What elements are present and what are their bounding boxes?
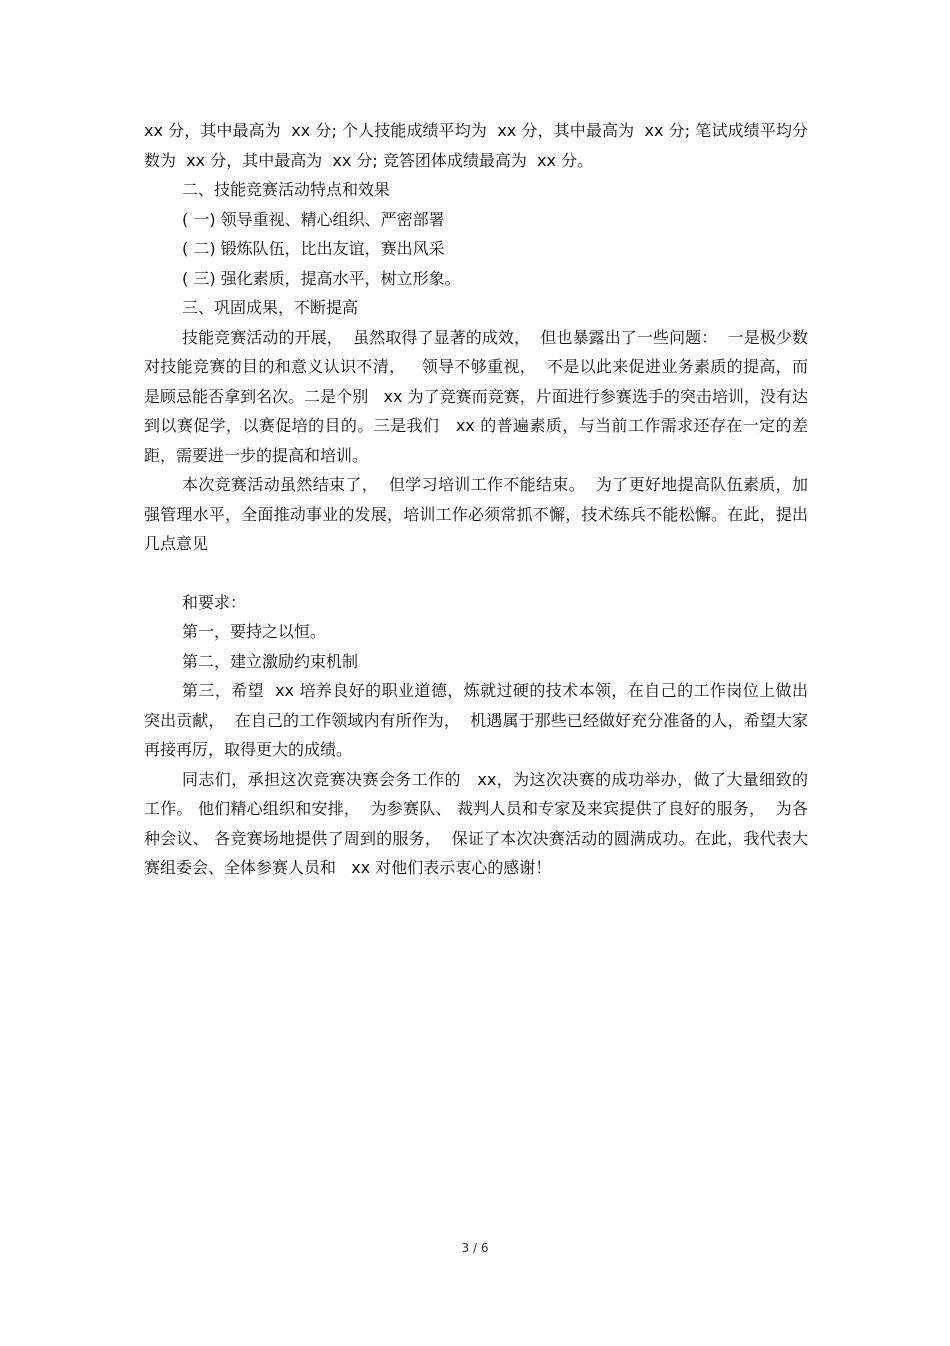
document-body [144, 116, 808, 883]
paragraph-conclusion: 本次竞赛活动虽然结束了， 但学习培训工作不能结束。 为了更好地提高队伍素质，加强管理水平，全面推动事业的发展，培训工作必须常抓不懈，技术练兵不能松懈。在此，提出几点意见 [144, 475, 808, 553]
subheading-two: ( 二) 锻炼队伍，比出友谊，赛出风采 [182, 239, 445, 258]
requirement-first: 第一，要持之以恒。 [182, 622, 327, 641]
paragraph-problems: 技能竞赛活动的开展， 虽然取得了显著的成效， 但也暴露出了一些问题： 一是极少数对技能竞赛的目的和意义认识不清， 领导不够重视， 不是以此来促进业务素质的提高，而是顾忌能否拿到名次。二是个别 xx 为了竞赛而竞赛，片面进行参赛选手的突击培训，没有达到以赛促学，以赛促培的目的。三是我们 xx 的普遍素质，与当前工作需求还存在一定的差距，需要进一步的提高和培训。 [144, 327, 808, 465]
subheading-one: ( 一) 领导重视、精心组织、严密部署 [182, 209, 445, 229]
paragraph-thanks: 同志们，承担这次竞赛决赛会务工作的 xx，为这次决赛的成功举办，做了大量细致的工作。 他们精心组织和安排， 为参赛队、 裁判人员和专家及来宾提供了良好的服务， 为各种会议、 各竞赛场地提供了周到的服务， 保证了本次决赛活动的圆满成功。在此，我代表大赛组委会、全体参赛人员和 xx 对他们表示衷心的感谢！ [144, 769, 808, 877]
paragraph-scores-continued: xx 分，其中最高为 xx 分; 个人技能成绩平均为 xx 分，其中最高为 xx 分; 笔试成绩平均分数为 xx 分，其中最高为 xx 分; 竞答团体成绩最高为 xx 分。 [144, 121, 808, 170]
page-number: 3 / 6 [461, 1241, 489, 1255]
heading-section-two: 二、技能竞赛活动特点和效果 [182, 180, 391, 199]
paragraph-requirements-intro: 和要求： [182, 592, 247, 612]
requirement-second: 第二，建立激励约束机制 [182, 651, 359, 671]
requirement-third: 第三，希望 xx 培养良好的职业道德，炼就过硬的技术本领，在自己的工作岗位上做出突出贡献， 在自己的工作领域内有所作为， 机遇属于那些已经做好充分准备的人，希望大家再接再厉，取得更大的成绩。 [144, 681, 808, 759]
heading-section-three: 三、巩固成果，不断提高 [182, 298, 359, 317]
subheading-three: ( 三) 强化素质，提高水平，树立形象。 [182, 268, 461, 288]
